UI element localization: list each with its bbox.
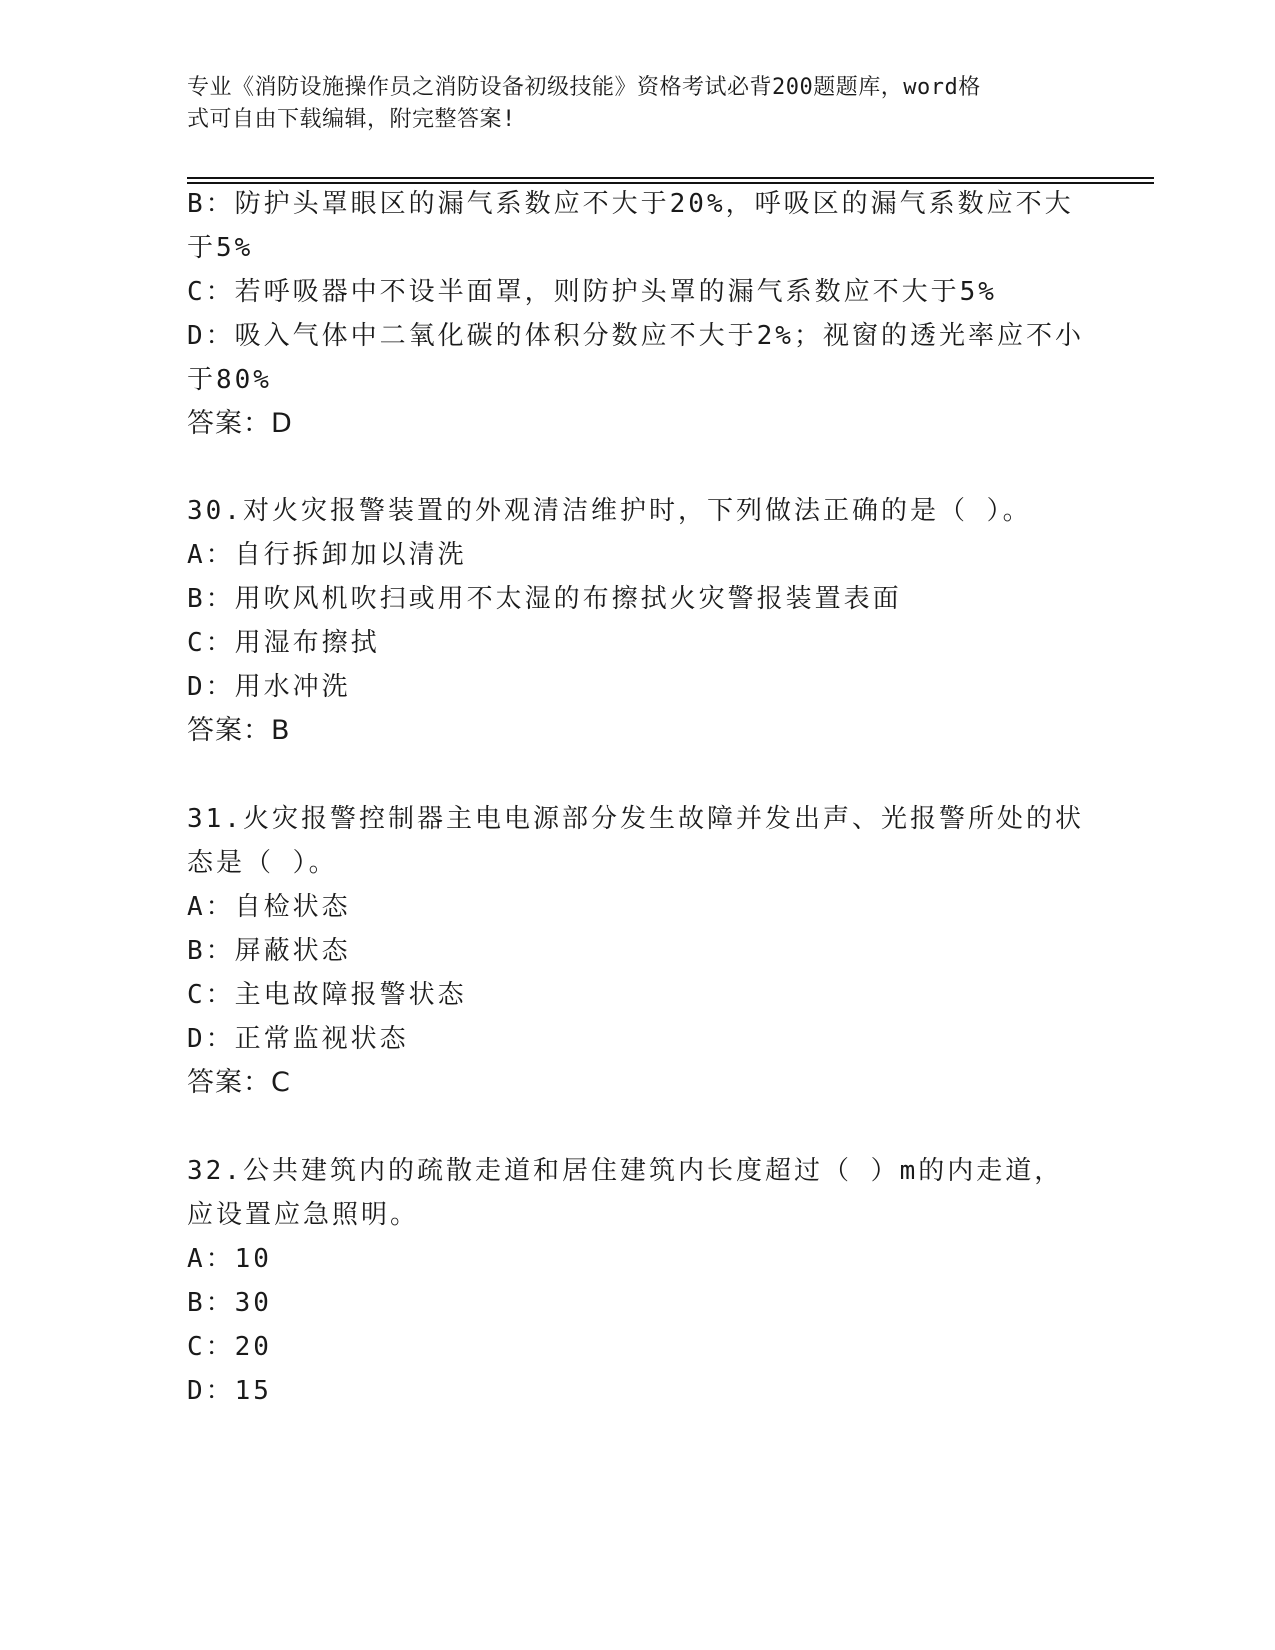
q31-option-d: D：正常监视状态 — [187, 1024, 409, 1054]
q31-answer: 答案：C — [187, 1067, 291, 1098]
q31-option-c: C：主电故障报警状态 — [187, 980, 467, 1010]
header-divider-top — [187, 177, 1154, 179]
q30-option-c: C：用湿布擦拭 — [187, 628, 380, 658]
q29-option-b-line-1: B：防护头罩眼区的漏气系数应不大于20%，呼吸区的漏气系数应不大 — [187, 189, 1074, 219]
q32-stem-line-2: 应设置应急照明。 — [187, 1200, 420, 1230]
q31-stem-line-1: 31.火灾报警控制器主电电源部分发生故障并发出声、光报警所处的状 — [187, 804, 1084, 834]
q30-option-b: B：用吹风机吹扫或用不太湿的布擦拭火灾警报装置表面 — [187, 584, 902, 614]
q31-stem-line-2: 态是（ ）。 — [187, 848, 338, 878]
q30-option-a: A：自行拆卸加以清洗 — [187, 540, 467, 570]
q30-answer: 答案：B — [187, 715, 291, 746]
q29-option-d-line-1: D：吸入气体中二氧化碳的体积分数应不大于2%；视窗的透光率应不小 — [187, 321, 1084, 351]
document-header — [187, 72, 1087, 136]
header-line-1: 专业《消防设施操作员之消防设备初级技能》资格考试必背200题题库，word格 — [187, 75, 981, 100]
q29-option-c: C：若呼吸器中不设半面罩，则防护头罩的漏气系数应不大于5% — [187, 277, 997, 307]
q29-option-d-line-2: 于80% — [187, 365, 272, 395]
q32-stem-line-1: 32.公共建筑内的疏散走道和居住建筑内长度超过（ ）m的内走道， — [187, 1156, 1064, 1186]
q32-option-b: B：30 — [187, 1288, 272, 1318]
q31-option-b: B：屏蔽状态 — [187, 936, 351, 966]
header-line-2: 式可自由下载编辑，附完整答案! — [187, 107, 516, 132]
header-divider-bottom — [187, 182, 1154, 184]
q32-option-a: A：10 — [187, 1244, 272, 1274]
q30-stem: 30.对火灾报警装置的外观清洁维护时，下列做法正确的是（ ）。 — [187, 496, 1032, 526]
q32-option-c: C：20 — [187, 1332, 272, 1362]
q29-option-b-line-2: 于5% — [187, 233, 254, 263]
q31-option-a: A：自检状态 — [187, 892, 351, 922]
q32-option-d: D：15 — [187, 1376, 272, 1406]
q29-answer: 答案：D — [187, 408, 293, 439]
q30-option-d: D：用水冲洗 — [187, 672, 351, 702]
